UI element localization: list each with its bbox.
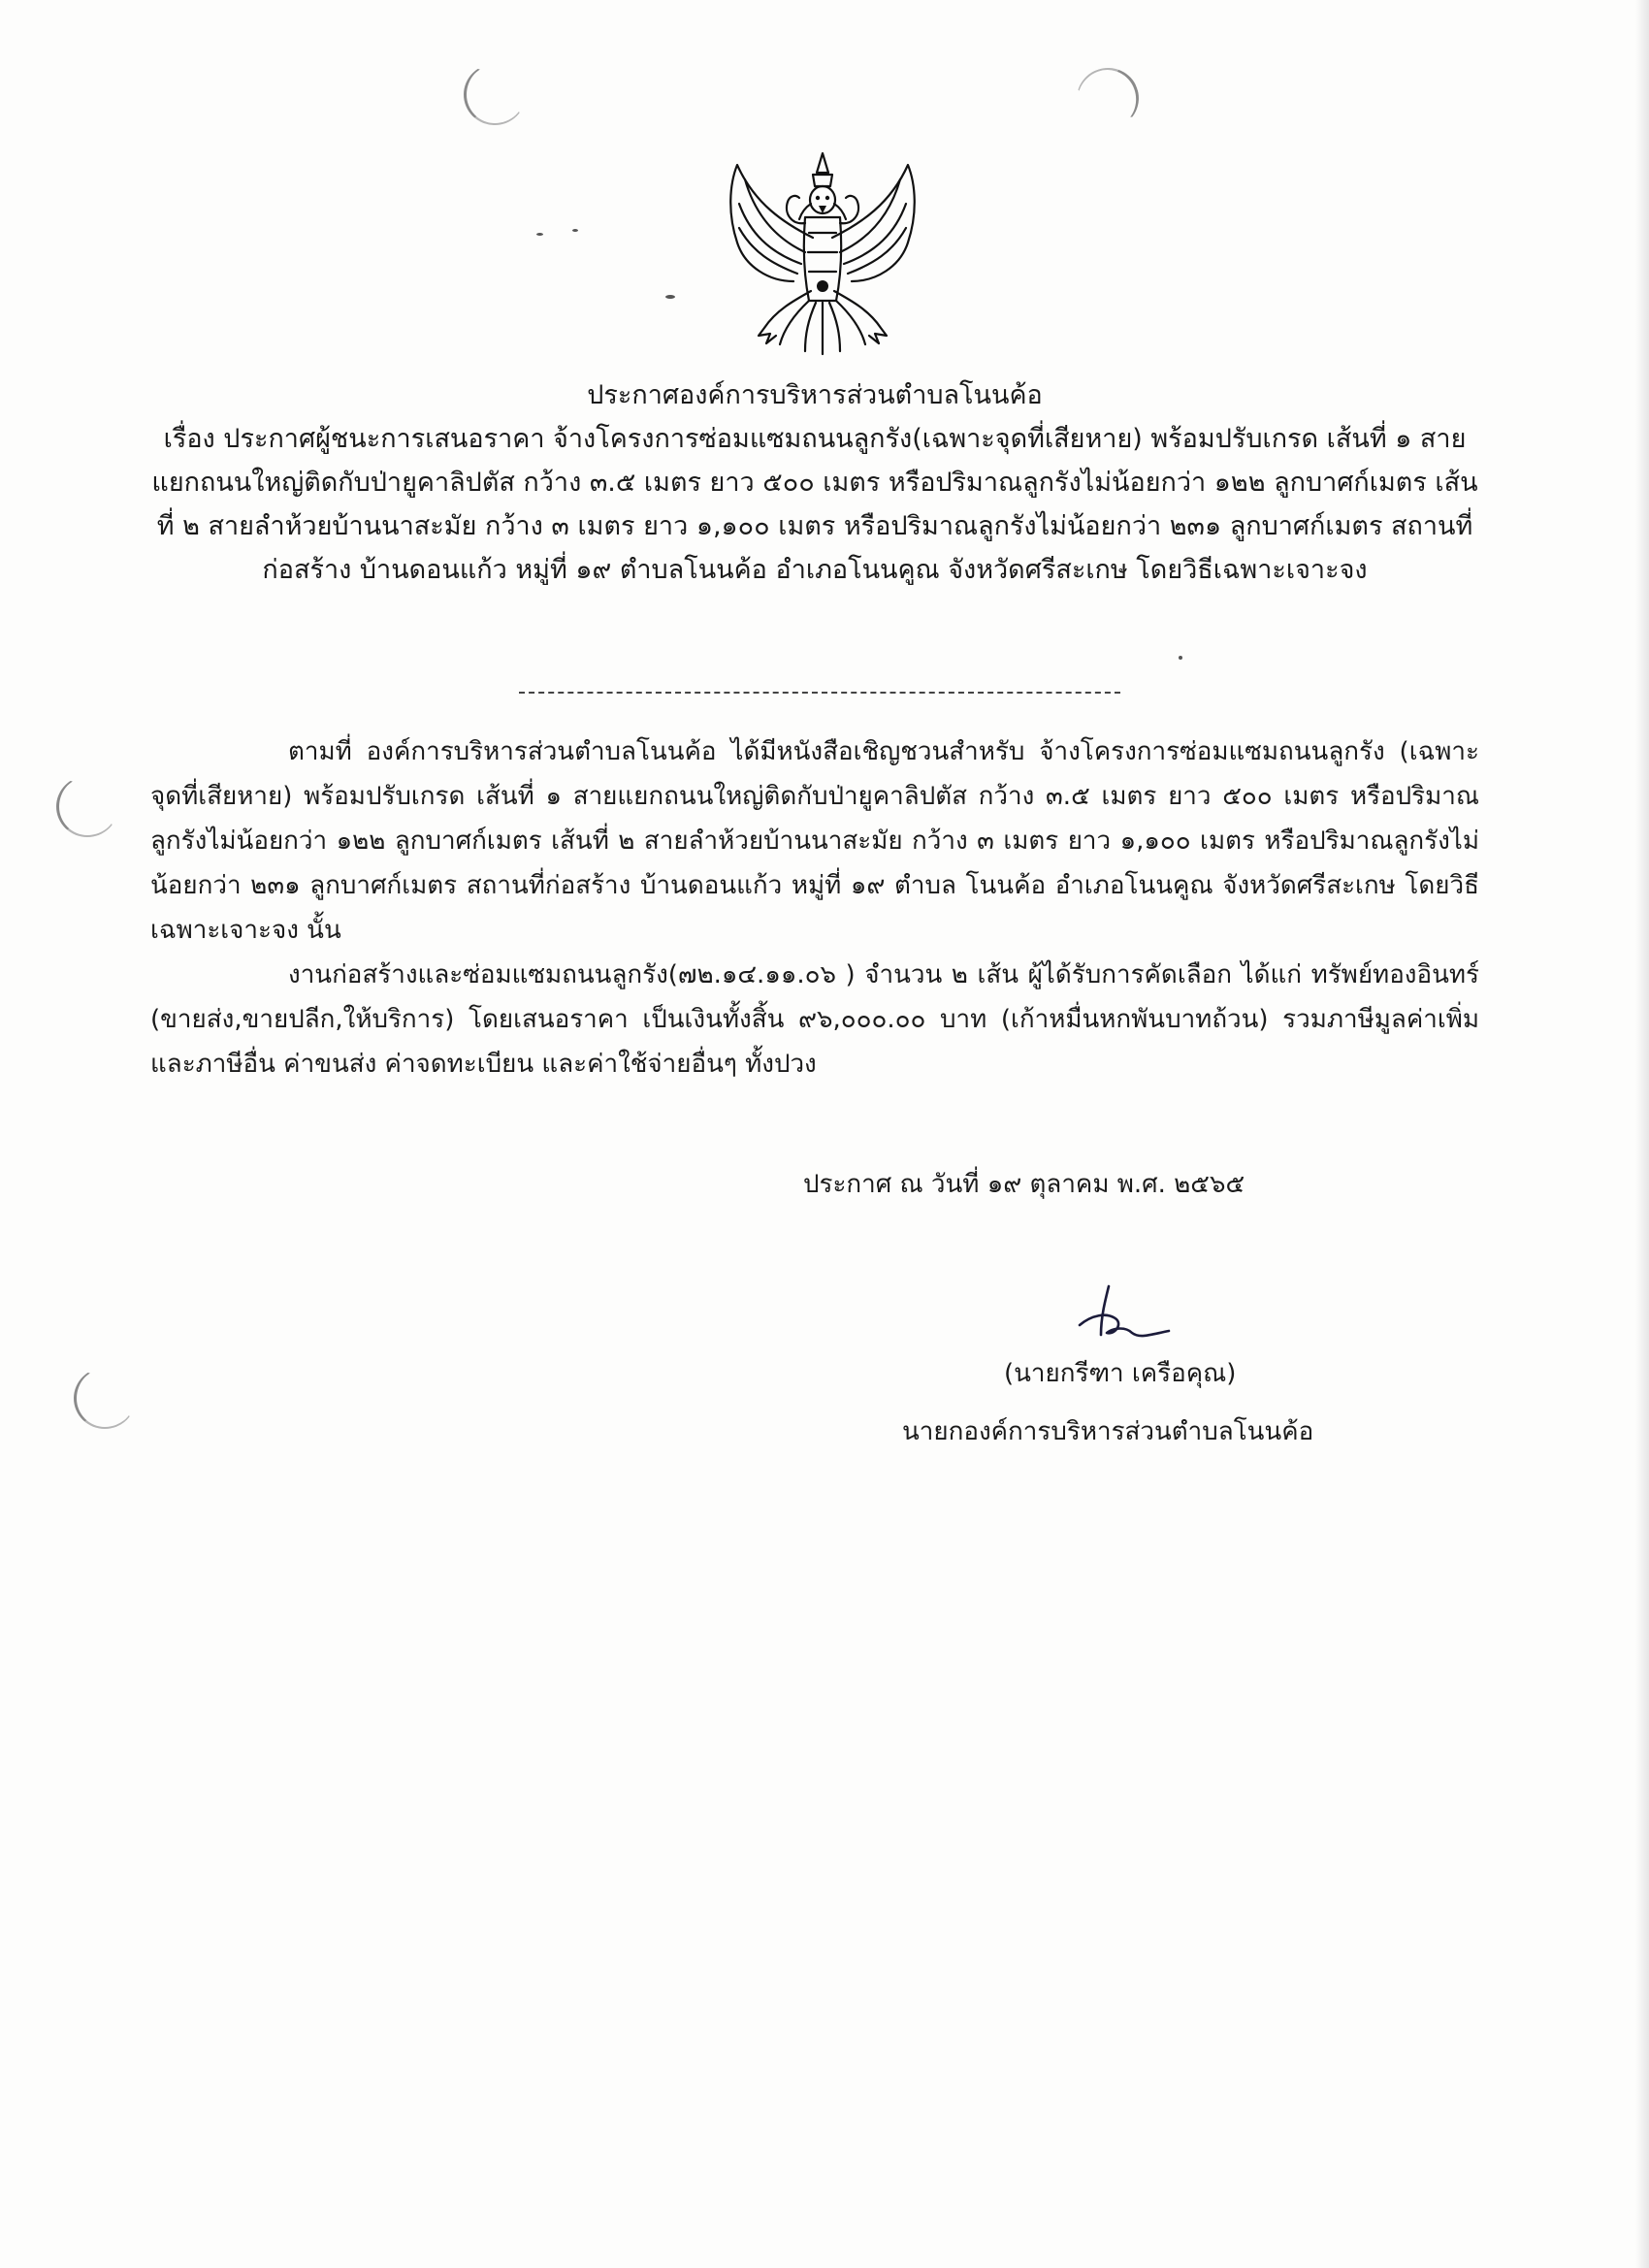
announcement-subject: เรื่อง ประกาศผู้ชนะการเสนอราคา จ้างโครงการซ่อมแซมถนนลูกรัง(เฉพาะจุดที่เสียหาย) พร้อมปรับเกรด เส้นที่ ๑ สายแยกถนนใหญ่ติดกับป่ายูคาลิปตัส กว้าง ๓.๕ เมตร ยาว ๕๐๐ เมตร หรือปริมาณลูกรังไม่น้อยกว่า ๑๒๒ ลูกบาศก์เมตร เส้นที่ ๒ สายลำห้วยบ้านนาสะมัย กว้าง ๓ เมตร ยาว ๑,๑๐๐ เมตร หรือปริมาณลูกรังไม่น้อยกว่า ๒๓๑ ลูกบาศก์เมตร สถานที่ก่อสร้าง บ้านดอนแก้ว หมู่ที่ ๑๙ ตำบลโนนค้อ อำเภอโนนคูณ จังหวัดศรีสะเกษ โดยวิธีเฉพาะเจาะจง	[151, 424, 1478, 585]
punch-hole-mark	[464, 64, 526, 125]
signer-title: นายกองค์การบริหารส่วนตำบลโนนค้อ	[902, 1417, 1314, 1446]
scan-speck	[536, 233, 543, 236]
handwritten-signature	[1072, 1279, 1179, 1356]
body-paragraph: ตามที่ องค์การบริหารส่วนตำบลโนนค้อ ได้มีหนังสือเชิญชวนสำหรับ จ้างโครงการซ่อมแซมถนนลูกรัง (เฉพาะจุดที่เสียหาย) พร้อมปรับเกรด เส้นที่ ๑ สายแยกถนนใหญ่ติดกับป่ายูคาลิปตัส กว้าง ๓.๕ เมตร ยาว ๕๐๐ เมตร หรือปริมาณลูกรังไม่น้อยกว่า ๑๒๒ ลูกบาศก์เมตร เส้นที่ ๒ สายลำห้วยบ้านนาสะมัย กว้าง ๓ เมตร ยาว ๑,๑๐๐ เมตร หรือปริมาณลูกรังไม่น้อยกว่า ๒๓๑ ลูกบาศก์เมตร สถานที่ก่อสร้าง บ้านดอนแก้ว หมู่ที่ ๑๙ ตำบล โนนค้อ อำเภอโนนคูณ จังหวัดศรีสะเกษ โดยวิธีเฉพาะเจาะจง นั้น	[150, 737, 1479, 945]
announcement-title: ประกาศองค์การบริหารส่วนตำบลโนนค้อ	[587, 380, 1043, 410]
dashed-divider	[519, 692, 1120, 694]
scan-speck	[1179, 656, 1182, 660]
scan-edge-shadow	[1635, 0, 1649, 2268]
announcement-date: ประกาศ ณ วันที่ ๑๙ ตุลาคม พ.ศ. ๒๕๖๕	[803, 1170, 1245, 1199]
body-paragraph: งานก่อสร้างและซ่อมแซมถนนลูกรัง(๗๒.๑๔.๑๑.๐๖ ) จำนวน ๒ เส้น ผู้ได้รับการคัดเลือก ได้แก่ ทรัพย์ทองอินทร์ (ขายส่ง,ขายปลีก,ให้บริการ) โดยเสนอราคา เป็นเงินทั้งสิ้น ๙๖,๐๐๐.๐๐ บาท (เก้าหมื่นหกพันบาทถ้วน) รวมภาษีมูลค่าเพิ่มและภาษีอื่น ค่าขนส่ง ค่าจดทะเบียน และค่าใช้จ่ายอื่นๆ ทั้งปวง	[150, 960, 1479, 1079]
signer-name: (นายกรีฑา เครือคุณ)	[1004, 1359, 1237, 1388]
punch-hole-mark	[1068, 59, 1148, 138]
punch-hole-mark	[56, 776, 118, 837]
announcement-body	[150, 729, 1479, 1086]
scan-speck	[665, 295, 675, 299]
scan-speck	[572, 229, 578, 232]
punch-hole-mark	[74, 1368, 136, 1429]
announcement-heading	[146, 373, 1484, 592]
garuda-emblem-icon	[716, 146, 929, 369]
